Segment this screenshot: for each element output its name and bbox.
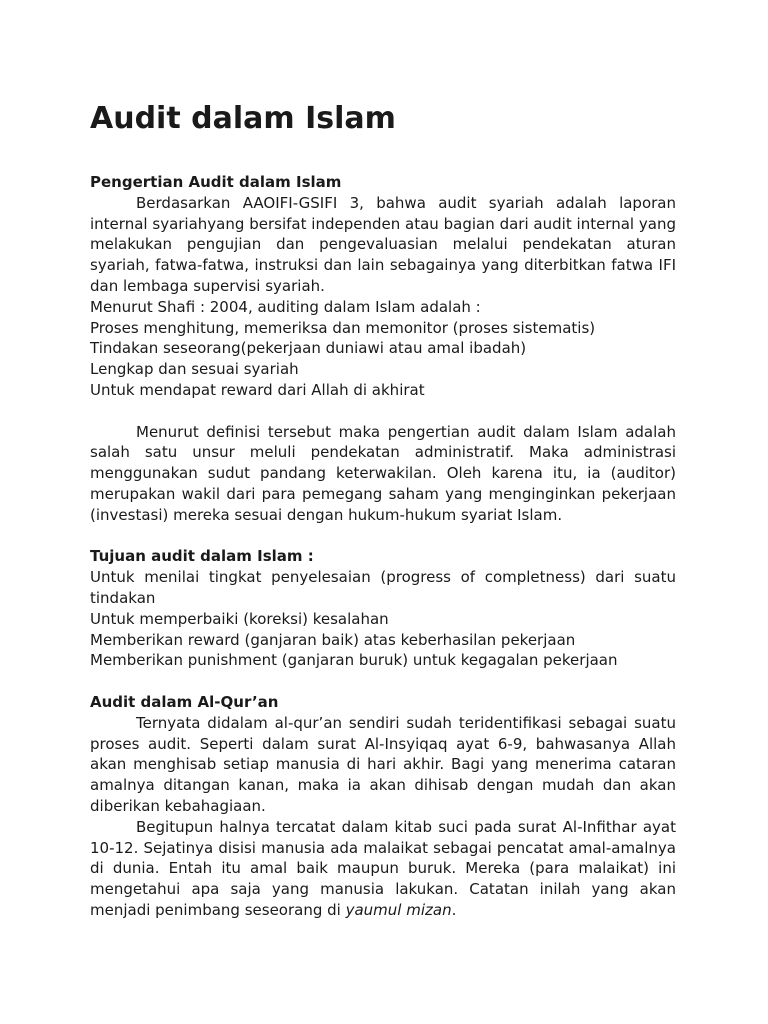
section-alquran xyxy=(90,692,676,921)
paragraph-end: . xyxy=(451,900,457,919)
list-item: Lengkap dan sesuai syariah xyxy=(90,360,299,379)
section-tujuan xyxy=(90,546,676,671)
list-item: Tindakan seseorang(pekerjaan duniawi atau amal ibadah) xyxy=(90,339,527,358)
paragraph: Menurut definisi tersebut maka pengertian audit dalam Islam adalah salah satu unsur meluli pendekatan administratif. Maka administrasi menggunakan sudut pandang keterwakilan. Oleh karena itu, ia (auditor) merupakan wakil dari para pemegang saham yang menginginkan pekerjaan (investasi) mereka sesuai dengan hukum-hukum syariat Islam. xyxy=(90,422,676,524)
paragraph-text: Begitupun halnya tercatat dalam kitab suci pada surat Al-Infithar ayat 10-12. Sejatinya disisi manusia ada malaikat sebagai pencatat amal-amalnya di dunia. Entah itu amal baik maupun buruk. Mereka (para malaikat) ini mengetahui apa saja yang manusia lakukan. Catatan inilah yang akan menjadi penimbang seseorang di xyxy=(90,817,676,919)
italic-term: yaumul mizan xyxy=(345,900,452,919)
section-heading: Audit dalam Al-Qur’an xyxy=(90,692,279,711)
document-body xyxy=(90,101,676,921)
list-item: Proses menghitung, memeriksa dan memonitor (proses sistematis) xyxy=(90,318,596,337)
paragraph: Berdasarkan AAOIFI-GSIFI 3, bahwa audit syariah adalah laporan internal syariahyang bersifat independen atau bagian dari audit internal yang melakukan pengujian dan pengevaluasian melalui pendekatan aturan syariah, fatwa-fatwa, instruksi dan lain sebagainya yang diterbitkan fatwa IFI dan lembaga supervisi syariah. xyxy=(90,193,676,295)
paragraph: Menurut Shafi : 2004, auditing dalam Islam adalah : xyxy=(90,297,481,316)
list-item: Untuk mendapat reward dari Allah di akhirat xyxy=(90,380,425,399)
list-item: Untuk menilai tingkat penyelesaian (progress of completness) dari suatu tindakan xyxy=(90,568,676,607)
section-heading: Pengertian Audit dalam Islam xyxy=(90,173,342,191)
list-item: Memberikan reward (ganjaran baik) atas keberhasilan pekerjaan xyxy=(90,630,576,649)
paragraph: Ternyata didalam al-qur’an sendiri sudah teridentifikasi sebagai suatu proses audit. Seperti dalam surat Al-Insyiqaq ayat 6-9, bahwasanya Allah akan menghisab setiap manusia di hari akhir. Bagi yang menerima cataran amalnya ditangan kanan, maka ia akan dihisab dengan mudah dan akan diberikan kebahagiaan. xyxy=(90,713,676,815)
list-item: Memberikan punishment (ganjaran buruk) untuk kegagalan pekerjaan xyxy=(90,651,618,670)
section-pengertian xyxy=(90,172,676,526)
section-heading: Tujuan audit dalam Islam : xyxy=(90,547,314,566)
paragraph xyxy=(90,817,676,921)
document-title: Audit dalam Islam xyxy=(90,101,396,136)
list-item: Untuk memperbaiki (koreksi) kesalahan xyxy=(90,609,389,628)
